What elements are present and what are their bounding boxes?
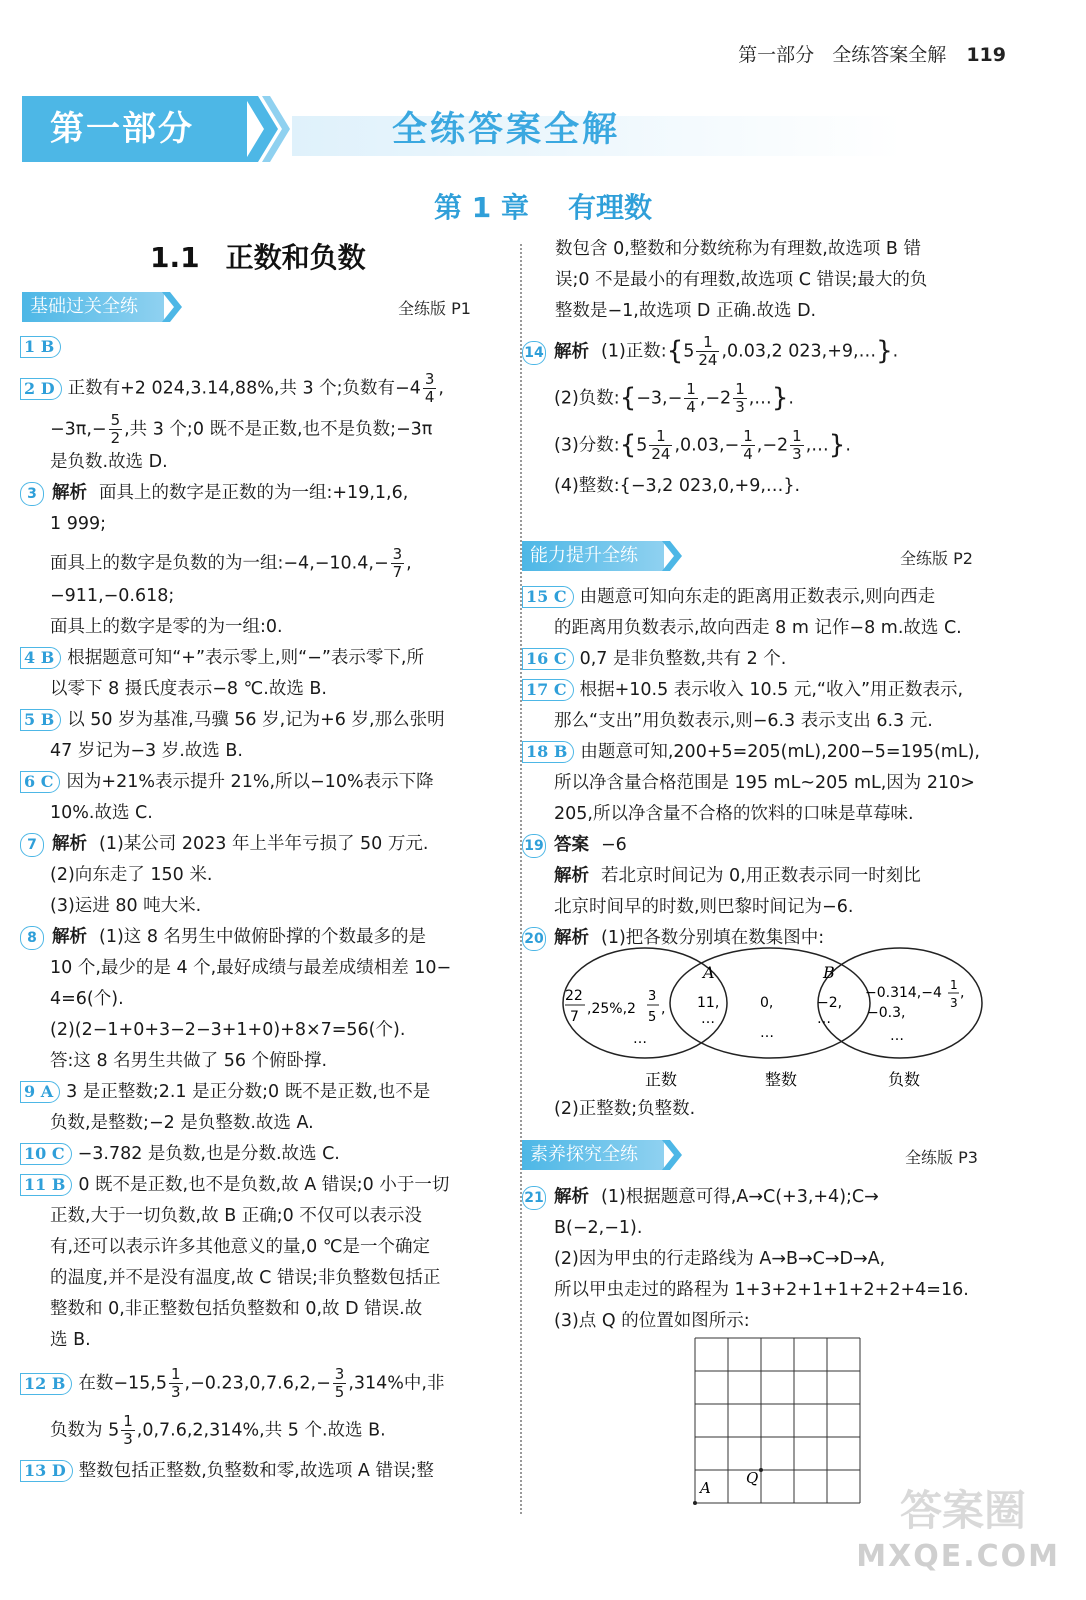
q-number: 3 bbox=[20, 482, 44, 506]
kw-jiexi: 解析 bbox=[52, 927, 87, 947]
right-column-mid bbox=[522, 582, 992, 954]
venn-left-fd: 5 bbox=[648, 1010, 657, 1025]
label-point-a: A bbox=[700, 1479, 711, 1497]
q-number: 11 B bbox=[20, 1174, 72, 1196]
header-title: 全练答案全解 bbox=[832, 44, 947, 66]
text-line: 面具上的数字是零的为一组:0. bbox=[50, 617, 283, 637]
text-line: 0 既不是正数,也不是负数,故 A 错误;0 小于一切 bbox=[78, 1175, 450, 1195]
denominator: 2 bbox=[110, 429, 121, 447]
text-line: 205,所以净含量不合格的饮料的口味是草莓味. bbox=[554, 804, 914, 824]
text-part: ,−2 bbox=[699, 388, 732, 409]
answer-6 bbox=[20, 767, 498, 798]
numerator: 3 bbox=[392, 545, 403, 563]
brace-open: { bbox=[619, 430, 637, 460]
denominator: 24 bbox=[651, 445, 671, 463]
answer-19 bbox=[522, 830, 992, 861]
fraction bbox=[696, 334, 719, 369]
left-column bbox=[20, 332, 498, 1487]
text-part: −3,− bbox=[636, 388, 683, 409]
running-header bbox=[738, 40, 1006, 67]
answer-21 bbox=[522, 1182, 992, 1337]
text-line: 10%.故选 C. bbox=[50, 803, 153, 823]
venn-r1b: , bbox=[960, 985, 965, 1001]
answer-18 bbox=[522, 737, 992, 768]
text-part: ,… bbox=[805, 435, 829, 456]
q-number: 9 A bbox=[20, 1081, 60, 1103]
text-line: (3)运进 80 吨大米. bbox=[50, 896, 202, 916]
text-line bbox=[20, 1413, 498, 1448]
venn-b1: −2, bbox=[817, 995, 843, 1011]
tag-ability bbox=[522, 541, 664, 571]
denominator: 4 bbox=[743, 445, 753, 463]
fraction bbox=[423, 371, 437, 406]
text-part: 5 bbox=[636, 435, 648, 456]
venn-left-den: 7 bbox=[570, 1009, 579, 1025]
text-line: 根据+10.5 表示收入 10.5 元,“收入”用正数表示, bbox=[579, 680, 964, 700]
kw-jiexi: 解析 bbox=[554, 341, 589, 362]
chapter-heading bbox=[0, 186, 1086, 226]
watermark-url: MXQE.COM bbox=[856, 1539, 1060, 1574]
grid-figure bbox=[690, 1333, 870, 1508]
caption-negative: 负数 bbox=[888, 1070, 921, 1089]
chapter-num: 第 1 章 bbox=[434, 191, 529, 224]
answer-4 bbox=[20, 643, 498, 674]
text-part: ,共 3 个;0 既不是正数,也不是负数;−3π bbox=[124, 419, 433, 440]
venn-left-fn: 3 bbox=[648, 989, 657, 1004]
numerator: 1 bbox=[649, 428, 672, 446]
q-number: 6 C bbox=[20, 771, 60, 793]
answer-3 bbox=[20, 478, 498, 509]
text-line: 的温度,并不是没有温度,故 C 错误;非负整数包括正 bbox=[50, 1268, 441, 1288]
denominator: 3 bbox=[123, 1430, 133, 1448]
text-line: (1)把各数分别填在数集图中: bbox=[601, 928, 825, 948]
fraction bbox=[121, 1413, 135, 1448]
denominator: 24 bbox=[698, 351, 718, 369]
text-line: 误;0 不是最小的有理数,故选项 C 错误;最大的负 bbox=[555, 270, 928, 290]
label-point-q: Q bbox=[746, 1469, 759, 1487]
brace-close: } bbox=[828, 430, 846, 460]
denominator: 3 bbox=[735, 398, 745, 416]
answer-12 bbox=[20, 1366, 498, 1401]
text-part: ,314%中,非 bbox=[348, 1373, 445, 1394]
text-line: (4)整数:{−3,2 023,0,+9,…}. bbox=[554, 476, 801, 496]
text-part: ,0,7.6,2,314%,共 5 个.故选 B. bbox=[136, 1420, 386, 1441]
q-number: 2 D bbox=[20, 378, 62, 400]
text-line: 选 B. bbox=[50, 1330, 91, 1350]
q-number: 14 bbox=[522, 341, 546, 365]
text-line: 的距离用负数表示,故向西走 8 m 记作−8 m.故选 C. bbox=[554, 618, 962, 638]
text-line: 所以甲虫走过的路程为 1+3+2+1+1+2+2+4=16. bbox=[554, 1280, 969, 1300]
text-part: ,−0.23,0,7.6,2,− bbox=[184, 1373, 331, 1394]
text-part: . bbox=[892, 341, 899, 362]
venn-mid2: … bbox=[760, 1025, 774, 1041]
text-line: (2)因为甲虫的行走路线为 A→B→C→D→A, bbox=[554, 1249, 886, 1269]
venn-b2: … bbox=[817, 1011, 831, 1027]
answer-16 bbox=[522, 644, 992, 675]
point-a bbox=[693, 1501, 697, 1505]
caption-positive: 正数 bbox=[645, 1070, 678, 1089]
text-part: (1)正数: bbox=[601, 341, 667, 362]
text-line: (1)根据题意可得,A→C(+3,+4);C→ bbox=[601, 1187, 879, 1207]
tag-basic-label: 基础过关全练 bbox=[22, 292, 164, 322]
text-part: ,0.03,− bbox=[674, 435, 740, 456]
tag-literacy-label: 素养探究全练 bbox=[522, 1140, 664, 1170]
venn-a1: 11, bbox=[697, 995, 720, 1011]
grid-lines bbox=[695, 1338, 860, 1503]
denominator: 5 bbox=[334, 1383, 345, 1401]
label-a: A bbox=[703, 963, 715, 982]
answer-10 bbox=[20, 1139, 498, 1170]
text-part: ,−2 bbox=[756, 435, 789, 456]
text-line: 正数,大于一切负数,故 B 正确;0 不仅可以表示没 bbox=[50, 1206, 422, 1226]
kw-jiexi: 解析 bbox=[554, 866, 589, 886]
answer-11 bbox=[20, 1170, 498, 1201]
venn-left-mid: ,25%,2 bbox=[587, 1001, 636, 1017]
text-line: (2)正整数;负整数. bbox=[554, 1099, 696, 1119]
numerator: 3 bbox=[424, 370, 435, 388]
q-number: 10 C bbox=[20, 1143, 72, 1165]
banner-chevron-icon bbox=[244, 96, 294, 162]
venn-r-fd: 3 bbox=[950, 996, 958, 1010]
answer-13 bbox=[20, 1456, 498, 1487]
numerator: 1 bbox=[735, 380, 745, 398]
venn-left-comma: , bbox=[661, 1001, 666, 1017]
kw-jiexi: 解析 bbox=[554, 1187, 589, 1207]
text-line: 由题意可知,200+5=205(mL),200−5=195(mL), bbox=[580, 742, 980, 762]
tag-literacy bbox=[522, 1140, 664, 1170]
watermark-logo: 答案圈 bbox=[899, 1486, 1026, 1535]
q-number: 21 bbox=[522, 1186, 546, 1210]
text-line: 整数是−1,故选项 D 正确.故选 D. bbox=[555, 301, 817, 321]
chevron-icon bbox=[162, 292, 186, 322]
text-line: −911,−0.618; bbox=[50, 586, 175, 606]
kw-jiexi: 解析 bbox=[52, 834, 87, 854]
answer-14: 14 解析 (1)正数:{5 $\frac{1}{24}$ ,0.03,2 023,+9,…}. (2)负数:{−3,− $\frac{1}{4}$ ,−2 $\frac{1}{3}$ ,…}. (3)分数:{5 $\frac{1}{24}$ ,0.03,− $\frac{1}{4}$ ,−2 $\frac{1}{3}$ ,…}. (4)整数:{−3,2 023,0,+9,…}. bbox=[522, 334, 992, 502]
answer-value: −6 bbox=[601, 835, 627, 855]
q-number: 17 C bbox=[522, 679, 574, 701]
text-line: 那么“支出”用负数表示,则−6.3 表示支出 6.3 元. bbox=[554, 711, 933, 731]
fraction bbox=[741, 428, 755, 463]
part-banner bbox=[22, 96, 902, 162]
text-part: ,0.03,2 023,+9,… bbox=[721, 341, 877, 362]
q-number: 15 C bbox=[522, 586, 574, 608]
text-line: 4=6(个). bbox=[50, 989, 124, 1009]
chevron-icon bbox=[662, 1140, 686, 1170]
banner-title: 全练答案全解 bbox=[392, 110, 621, 150]
text-line: 数包含 0,整数和分数统称为有理数,故选项 B 错 bbox=[555, 239, 921, 259]
text-line: 3 是正整数;2.1 是正分数;0 既不是正数,也不是 bbox=[66, 1082, 431, 1102]
banner-part: 第一部分 bbox=[22, 96, 247, 162]
answer-9 bbox=[20, 1077, 498, 1108]
label-b: B bbox=[823, 963, 835, 982]
text-line: 有,还可以表示许多其他意义的量,0 ℃是一个确定 bbox=[50, 1237, 430, 1257]
edition-literacy: 全练版 P3 bbox=[905, 1148, 978, 1167]
text-line: 整数包括正整数,负整数和零,故选项 A 错误;整 bbox=[78, 1461, 434, 1481]
text-line: 以零下 8 摄氏度表示−8 ℃.故选 B. bbox=[50, 679, 327, 699]
header-part: 第一部分 bbox=[738, 44, 815, 66]
q-number: 1 B bbox=[20, 336, 61, 358]
page-number: 119 bbox=[966, 44, 1006, 66]
answer-2: 2 D 正数有+2 024,3.14,88%,共 3 个;负数有−4 $\frac{3}{4}$ , bbox=[20, 371, 498, 406]
section-title: 正数和负数 bbox=[225, 241, 366, 274]
q-number: 8 bbox=[20, 926, 44, 950]
fraction bbox=[109, 412, 123, 447]
q-number: 4 B bbox=[20, 647, 61, 669]
text-line: 10 个,最少的是 4 个,最好成绩与最差成绩相差 10− bbox=[50, 958, 452, 978]
numerator: 1 bbox=[743, 427, 753, 445]
venn-diagram bbox=[555, 945, 985, 1095]
point-q bbox=[759, 1468, 763, 1472]
text-line: 负数,是整数;−2 是负整数.故选 A. bbox=[50, 1113, 314, 1133]
numerator: 1 bbox=[696, 334, 719, 352]
section-heading bbox=[150, 236, 392, 276]
q-number: 13 D bbox=[20, 1460, 73, 1482]
kw-jiexi: 解析 bbox=[52, 483, 87, 503]
text-line: B(−2,−1). bbox=[554, 1218, 643, 1238]
venn-r1: −0.314,−4 bbox=[865, 985, 942, 1001]
venn-left-num: 22 bbox=[565, 988, 583, 1004]
fraction bbox=[649, 428, 672, 463]
text-part: −3π,− bbox=[50, 419, 107, 440]
venn-r3: … bbox=[890, 1028, 904, 1044]
fraction bbox=[333, 1366, 347, 1401]
text-line: (1)某公司 2023 年上半年亏损了 50 万元. bbox=[99, 834, 429, 854]
fraction bbox=[169, 1366, 183, 1401]
q-number: 18 B bbox=[522, 741, 574, 763]
q-number: 7 bbox=[20, 833, 44, 857]
text-line: 整数和 0,非正整数包括负整数和 0,故 D 错误.故 bbox=[50, 1299, 423, 1319]
text-line: 答:这 8 名男生共做了 56 个俯卧撑. bbox=[50, 1051, 328, 1071]
denominator: 3 bbox=[792, 445, 802, 463]
text-line bbox=[20, 546, 498, 581]
denominator: 4 bbox=[424, 388, 435, 406]
text-line: 是负数.故选 D. bbox=[50, 452, 168, 472]
fraction bbox=[733, 381, 747, 416]
text-line: (3)点 Q 的位置如图所示: bbox=[554, 1311, 750, 1331]
q-number: 12 B bbox=[20, 1373, 72, 1395]
kw-daan: 答案 bbox=[554, 835, 589, 855]
text-part: (2)负数: bbox=[554, 388, 620, 409]
text-line: 47 岁记为−3 岁.故选 B. bbox=[50, 741, 243, 761]
numerator: 1 bbox=[123, 1412, 133, 1430]
text-line: (2)(2−1+0+3−2−3+1+0)+8×7=56(个). bbox=[50, 1020, 406, 1040]
answer-5 bbox=[20, 705, 498, 736]
text-part: 在数−15,5 bbox=[78, 1373, 167, 1394]
brace-open: { bbox=[666, 336, 684, 366]
fraction bbox=[391, 546, 405, 581]
q-number: 16 C bbox=[522, 648, 574, 670]
text-line: 面具上的数字是正数的为一组:+19,1,6, bbox=[99, 483, 409, 503]
answer-17 bbox=[522, 675, 992, 706]
text-line: −3.782 是负数,也是分数.故选 C. bbox=[77, 1144, 340, 1164]
section-num: 1.1 bbox=[150, 241, 200, 274]
fraction bbox=[684, 381, 698, 416]
tag-basic bbox=[22, 292, 164, 322]
answer-15 bbox=[522, 582, 992, 613]
kw-jiexi: 解析 bbox=[554, 928, 589, 948]
venn-mid1: 0, bbox=[760, 995, 774, 1011]
venn-r-fn: 1 bbox=[950, 978, 958, 992]
chevron-icon bbox=[662, 541, 686, 571]
text-line: 由题意可知向东走的距离用正数表示,则向西走 bbox=[579, 587, 936, 607]
brace-close: } bbox=[771, 383, 789, 413]
text-part: , bbox=[406, 553, 412, 574]
venn-a2: … bbox=[701, 1011, 715, 1027]
text-line: 1 999; bbox=[50, 514, 106, 534]
edition-basic: 全练版 P1 bbox=[398, 299, 471, 318]
q-number: 20 bbox=[522, 927, 546, 951]
caption-integer: 整数 bbox=[765, 1070, 798, 1089]
text-line: 因为+21%表示提升 21%,所以−10%表示下降 bbox=[66, 772, 434, 792]
answer-7 bbox=[20, 829, 498, 860]
text-part: 5 bbox=[683, 341, 695, 362]
numerator: 1 bbox=[792, 427, 802, 445]
text-line: 根据题意可知“+”表示零上,则“−”表示零下,所 bbox=[67, 648, 424, 668]
text-part: 面具上的数字是负数的为一组:−4,−10.4,− bbox=[50, 553, 389, 574]
venn-r2: −0.3, bbox=[867, 1005, 906, 1021]
text-line: 北京时间早的时数,则巴黎时间记为−6. bbox=[554, 897, 854, 917]
text-part: (3)分数: bbox=[554, 435, 620, 456]
fraction bbox=[790, 428, 804, 463]
text-line: 0,7 是非负整数,共有 2 个. bbox=[579, 649, 787, 669]
answer-8 bbox=[20, 922, 498, 953]
text-line bbox=[20, 412, 498, 447]
numerator: 1 bbox=[171, 1365, 181, 1383]
q-number: 5 B bbox=[20, 709, 61, 731]
text-line: 若北京时间记为 0,用正数表示同一时刻比 bbox=[601, 866, 921, 886]
brace-open: { bbox=[619, 383, 637, 413]
text-part: ,… bbox=[748, 388, 772, 409]
text-line: (2)向东走了 150 米. bbox=[50, 865, 213, 885]
text-part: 负数为 5 bbox=[50, 1420, 120, 1441]
denominator: 7 bbox=[392, 563, 403, 581]
text-line: (1)这 8 名男生中做俯卧撑的个数最多的是 bbox=[99, 927, 427, 947]
numerator: 1 bbox=[686, 380, 696, 398]
denominator: 4 bbox=[686, 398, 696, 416]
numerator: 5 bbox=[110, 411, 121, 429]
text-line: 以 50 岁为基准,马骥 56 岁,记为+6 岁,那么张明 bbox=[67, 710, 445, 730]
right-column-top bbox=[555, 234, 985, 327]
q-number: 19 bbox=[522, 834, 546, 858]
denominator: 3 bbox=[171, 1383, 181, 1401]
brace-close: } bbox=[876, 336, 893, 366]
venn-left-dots: … bbox=[633, 1031, 647, 1047]
answer-1 bbox=[20, 332, 498, 363]
chapter-title: 有理数 bbox=[567, 191, 652, 224]
tag-ability-label: 能力提升全练 bbox=[522, 541, 664, 571]
text-line: 正数有+2 024,3.14,88%,共 3 个;负数有−4 bbox=[67, 378, 421, 399]
text-line: 所以净含量合格范围是 195 mL~205 mL,因为 210> bbox=[554, 773, 975, 793]
edition-ability: 全练版 P2 bbox=[900, 549, 973, 568]
numerator: 3 bbox=[334, 1365, 345, 1383]
